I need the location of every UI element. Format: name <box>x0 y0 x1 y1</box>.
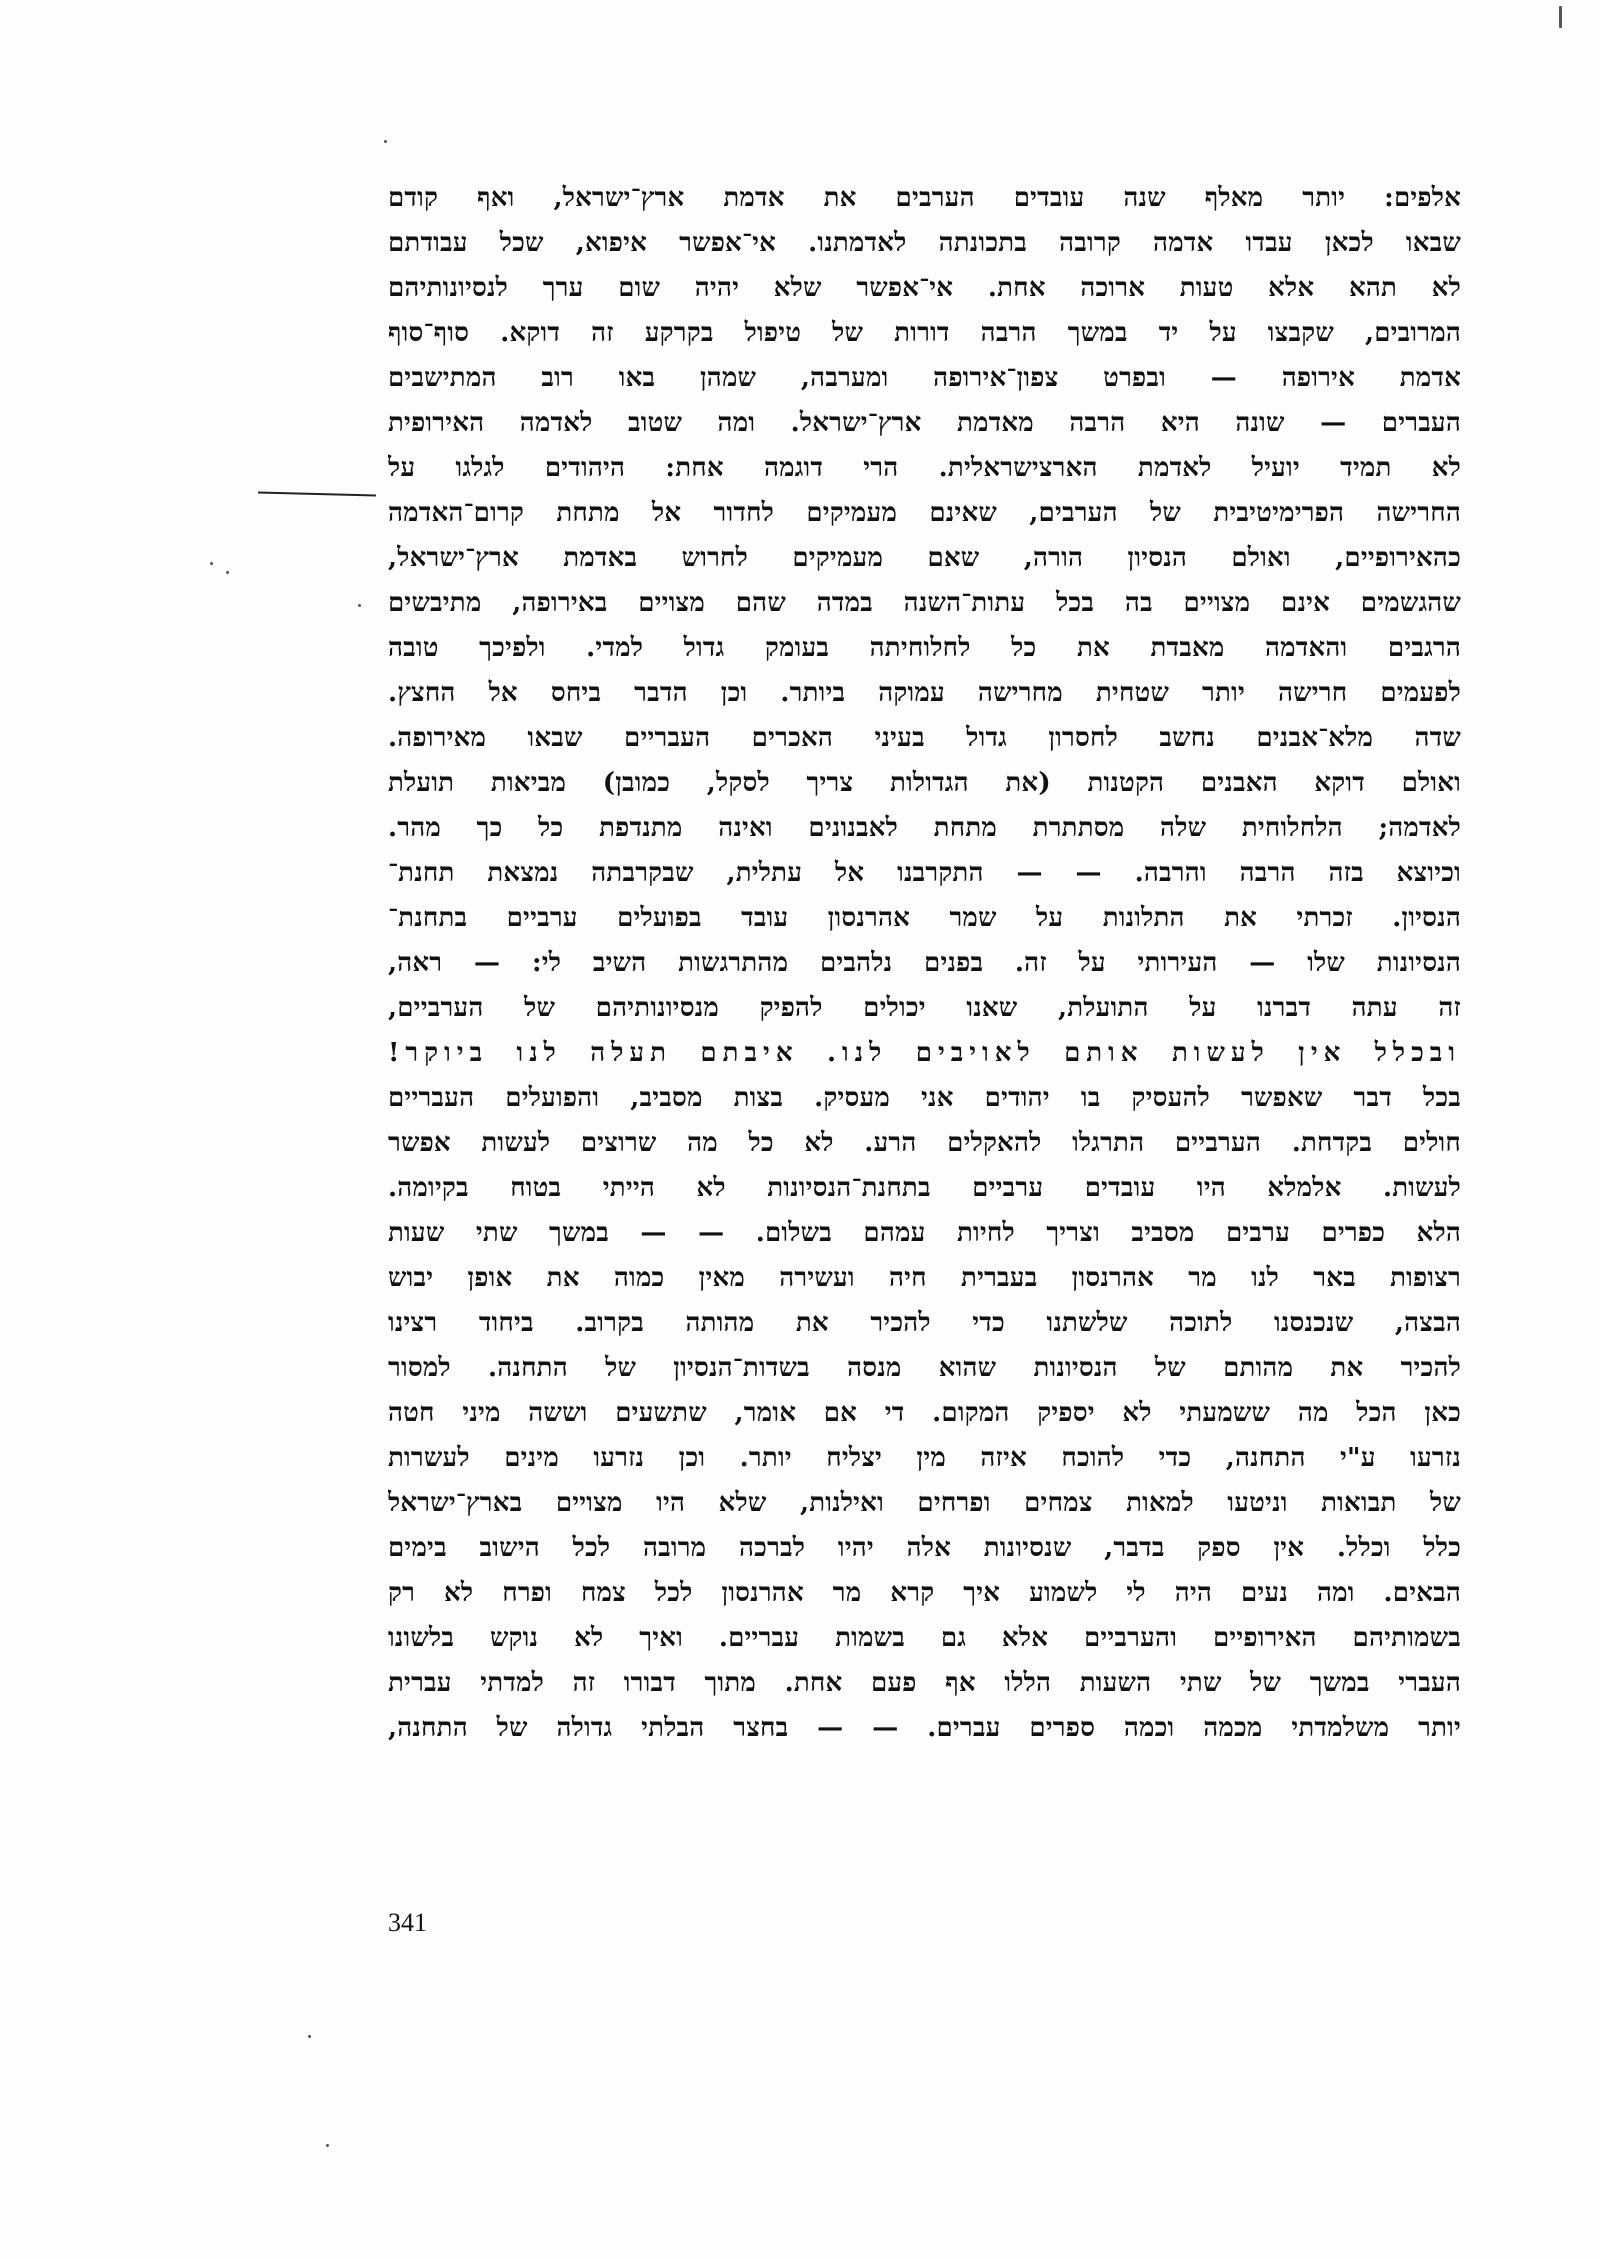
text-line: יותר משלמדתי מכמה וכמה ספרים עברים. — — בחצר הבלתי גדולה של התחנה, <box>388 1713 1461 1743</box>
text-line: שהגשמים אינם מצויים בה בכל עתות־השנה במדה שהם מצויים באירופה, מתיבשים <box>388 588 1461 618</box>
text-line: נזרעו ע"י התחנה, כדי להוכח איזה מין יצליח יותר. וכן נזרעו מינים לעשרות <box>388 1443 1461 1473</box>
text-line: של תבואות וניטעו למאות צמחים ופרחים ואילנות, שלא היו מצויים בארץ־ישראל <box>388 1488 1461 1518</box>
text-line: הרגבים והאדמה מאבדת את כל לחלוחיתה בעומק גדול למדי. ולפיכך טובה <box>388 633 1461 663</box>
text-line: הבאים. ומה נעים היה לי לשמוע איך קרא מר אהרנסון לכל צמח ופרח לא רק <box>388 1578 1461 1608</box>
text-line: כלל וכלל. אין ספק בדבר, שנסיונות אלה יהיו לברכה מרובה לכל הישוב בימים <box>388 1533 1461 1563</box>
scan-speck <box>326 2144 329 2147</box>
text-line: לא תמיד יועיל לאדמת הארצישראלית. הרי דוגמה אחת: היהודים לגלגו על <box>388 453 1461 483</box>
text-line: לאדמה; הלחלוחית שלה מסתתרת מתחת לאבנונים ואינה מתנדפת כל כך מהר. <box>388 813 1461 843</box>
page-number: 341 <box>388 1908 427 1937</box>
scan-speck <box>226 571 229 574</box>
text-line: לפעמים חרישה יותר שטחית מחרישה עמוקה ביותר. וכן הדבר ביחס אל החצץ. <box>388 678 1461 708</box>
text-line: העברים — שונה היא הרבה מאדמת ארץ־ישראל. ומה שטוב לאדמה האירופית <box>388 408 1461 438</box>
text-line: שבאו לכאן עבדו אדמה קרובה בתכונתה לאדמתנו. אי־אפשר איפוא, שכל עבודתם <box>388 228 1461 258</box>
text-line: ואולם דוקא האבנים הקטנות (את הגדולות צריך לסקל, כמובן) מביאות תועלת <box>388 768 1461 798</box>
scan-speck <box>358 604 361 607</box>
text-line: הנסיון. זכרתי את התלונות על שמר אהרנסון עובד בפועלים ערביים בתחנת־ <box>388 903 1461 933</box>
body-text <box>388 176 1461 1751</box>
text-line: לעשות. אלמלא היו עובדים ערביים בתחנת־הנסיונות לא הייתי בטוח בקיומה. <box>388 1173 1461 1203</box>
scan-edge-speck <box>1559 6 1562 28</box>
scan-speck <box>308 2035 311 2038</box>
text-line: רצופות באר לנו מר אהרנסון בעברית חיה ועשירה מאין כמוה את אופן יבוש <box>388 1263 1461 1293</box>
text-line: כהאירופיים, ואולם הנסיון הורה, שאם מעמיקים לחרוש באדמת ארץ־ישראל, <box>388 543 1461 573</box>
text-line: להכיר את מהותם של הנסיונות שהוא מנסה בשדות־הנסיון של התחנה. למסור <box>388 1353 1461 1383</box>
text-line: אלפים: יותר מאלף שנה עובדים הערבים את אדמת ארץ־ישראל, ואף קודם <box>388 183 1461 213</box>
text-line: הלא כפרים ערבים מסביב וצריך לחיות עמהם בשלום. — — במשך שתי שעות <box>388 1218 1461 1248</box>
text-line: בשמותיהם האירופיים והערביים אלא גם בשמות עבריים. ואיך לא נוקש בלשונו <box>388 1623 1461 1653</box>
text-line: בכל דבר שאפשר להעסיק בו יהודים אני מעסיק. בצות מסביב, והפועלים העבריים <box>388 1083 1461 1113</box>
text-line: המרובים, שקבצו על יד במשך הרבה דורות של טיפול בקרקע זה דוקא. סוף־סוף <box>388 318 1461 348</box>
text-line: אדמת אירופה — ובפרט צפון־אירופה ומערבה, שמהן באו רוב המתישבים <box>388 363 1461 393</box>
text-line: כאן הכל מה ששמעתי לא יספיק המקום. די אם אומר, שתשעים וששה מיני חטה <box>388 1398 1461 1428</box>
text-line: וכיוצא בזה הרבה והרבה. — — התקרבנו אל עתלית, שבקרבתה נמצאת תחנת־ <box>388 858 1461 888</box>
text-line: חולים בקדחת. הערביים התרגלו להאקלים הרע. לא כל מה שרוצים לעשות אפשר <box>388 1128 1461 1158</box>
text-line: הנסיונות שלו — העירותי על זה. בפנים נלהבים מהתרגשות השיב לי: — ראה, <box>388 948 1461 978</box>
margin-pencil-mark <box>258 491 376 496</box>
scan-speck <box>384 140 387 143</box>
scan-speck <box>210 562 213 565</box>
text-line-emphasized: ובכלל אין לעשות אותם לאויבים לנו. איבתם תעלה לנו ביוקר! <box>388 1038 1461 1068</box>
text-line: זה עתה דברנו על התועלת, שאנו יכולים להפיק מנסיונותיהם של הערביים, <box>388 993 1461 1023</box>
text-line: שדה מלא־אבנים נחשב לחסרון גדול בעיני האכרים העבריים שבאו מאירופה. <box>388 723 1461 753</box>
text-line: הבצה, שנכנסנו לתוכה שלשתנו כדי להכיר את מהותה בקרוב. ביחוד רצינו <box>388 1308 1461 1338</box>
text-line: החרישה הפרימיטיבית של הערבים, שאינם מעמיקים לחדור אל מתחת קרום־האדמה <box>388 498 1461 528</box>
text-line: העברי במשך של שתי השעות הללו אף פעם אחת. מתוך דבורו זה למדתי עברית <box>388 1668 1461 1698</box>
text-line: לא תהא אלא טעות ארוכה אחת. אי־אפשר שלא יהיה שום ערך לנסיונותיהם <box>388 273 1461 303</box>
